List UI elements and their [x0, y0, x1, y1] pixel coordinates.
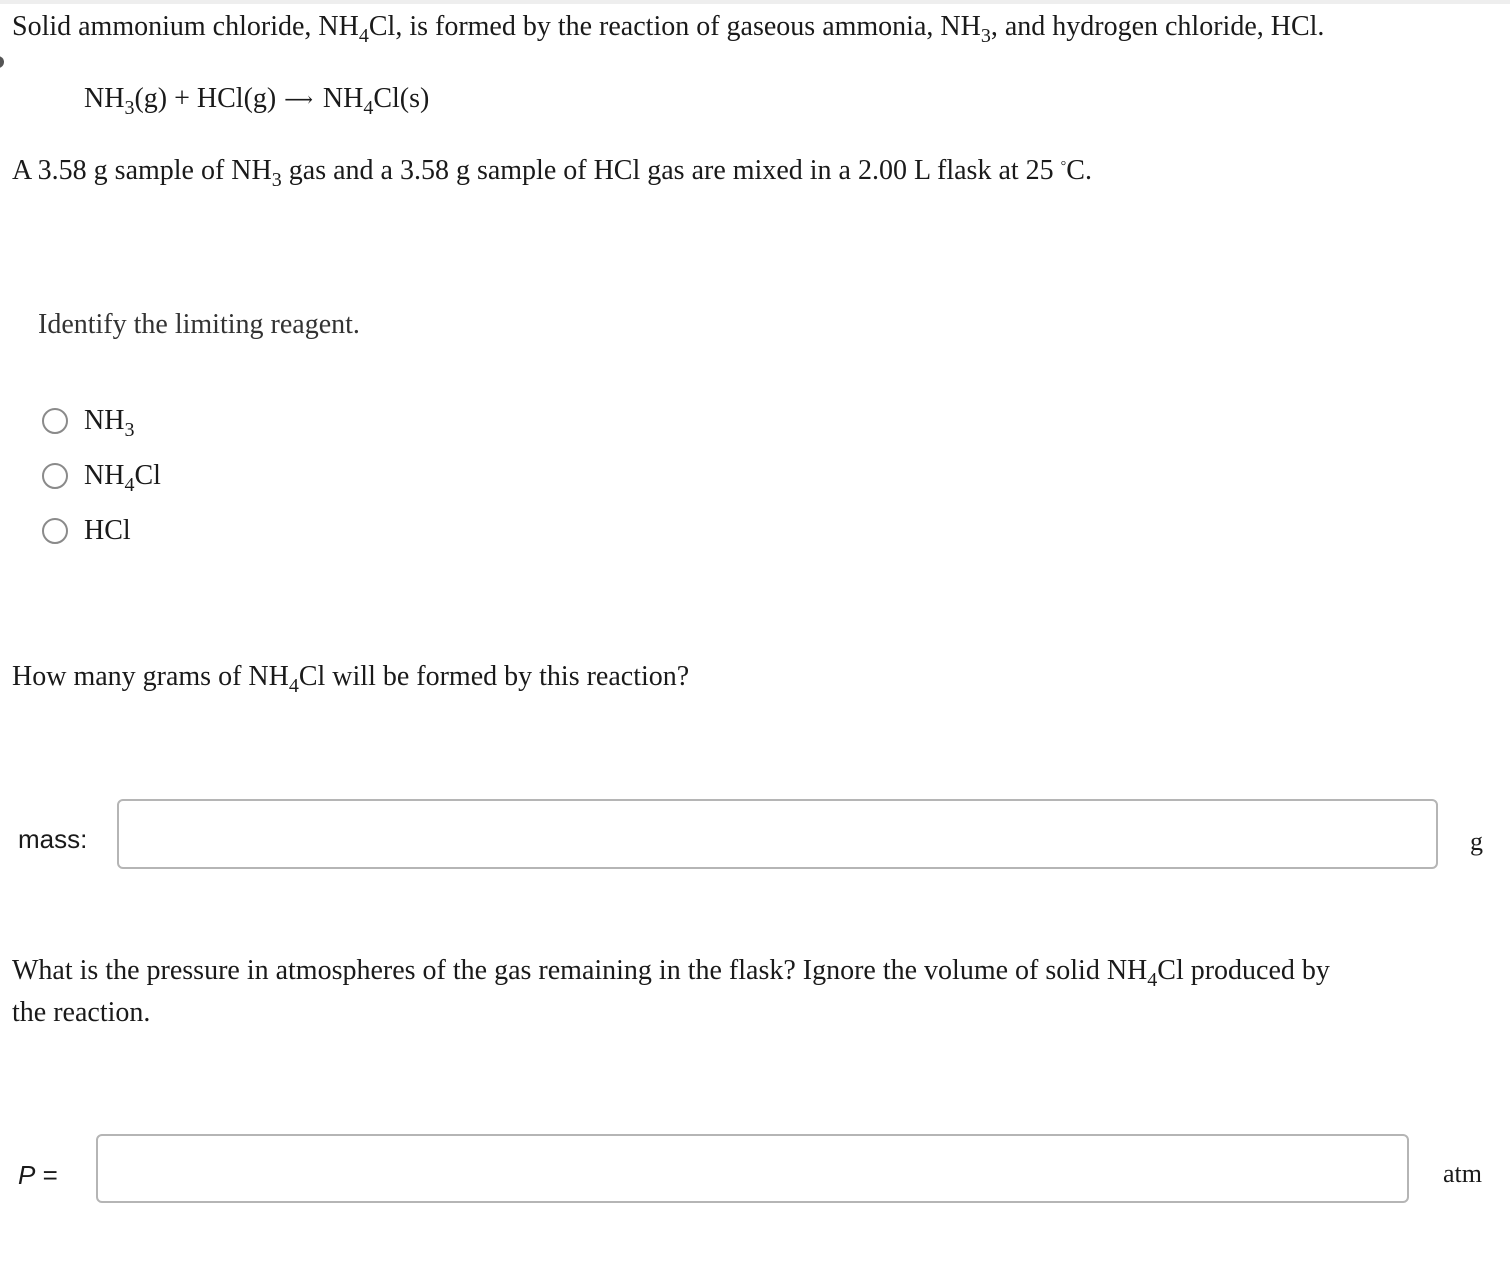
intro-sub-2: 3	[980, 25, 991, 47]
equation-product-sub: 4	[363, 97, 374, 119]
equation-product-rest: Cl(s)	[373, 83, 430, 114]
pressure-unit: atm	[1443, 1159, 1482, 1188]
equation-reactants-rest: (g) + HCl(g)	[134, 83, 277, 114]
option-sub: 3	[124, 419, 135, 441]
option-label	[84, 515, 131, 547]
pressure-label	[18, 1158, 58, 1192]
intro-text	[12, 10, 1325, 47]
chemical-equation	[84, 82, 429, 117]
intro-sub-1: 4	[358, 25, 369, 47]
option-main: HCl	[84, 515, 131, 546]
q2-part-1: How many grams of NH	[12, 661, 289, 692]
q3-sub-1: 4	[1147, 969, 1158, 991]
radio-button[interactable]	[42, 408, 68, 434]
option-rest: Cl	[134, 460, 161, 491]
intro-part-3: , and hydrogen chloride, HCl.	[990, 11, 1325, 42]
q3-prompt-line-2: the reaction.	[12, 997, 151, 1028]
sample-part-2: gas and a 3.58 g sample of HCl gas are mixed in a 2.00 L flask at 25	[281, 155, 1061, 186]
radio-button[interactable]	[42, 463, 68, 489]
sample-part-1: A 3.58 g sample of NH	[12, 155, 272, 186]
q3-part-2: Cl produced by	[1157, 955, 1330, 986]
equation-reactant-1: NH	[84, 83, 125, 114]
q1-prompt: Identify the limiting reagent.	[38, 309, 360, 340]
edge-marker	[0, 56, 4, 68]
pressure-input[interactable]	[96, 1134, 1409, 1203]
option-hcl[interactable]	[42, 514, 131, 548]
option-main: NH	[84, 405, 125, 436]
option-nh3[interactable]	[42, 404, 135, 441]
equation-product: NH	[322, 83, 364, 114]
option-label	[84, 460, 161, 496]
option-nh4cl[interactable]	[42, 459, 161, 496]
sample-part-3: C.	[1066, 155, 1092, 186]
degree-symbol: °	[1060, 159, 1067, 174]
sample-text	[12, 154, 1092, 191]
reaction-arrow-icon: ⟶	[284, 89, 313, 111]
pressure-equals: =	[35, 1160, 58, 1190]
top-border	[0, 0, 1510, 4]
q2-part-2: Cl will be formed by this reaction?	[298, 661, 690, 692]
q3-part-1: What is the pressure in atmospheres of the gas remaining in the flask? Ignore the volume of solid NH	[12, 955, 1148, 986]
q2-sub-1: 4	[288, 675, 299, 697]
pressure-variable: P	[18, 1160, 36, 1190]
mass-input[interactable]	[117, 799, 1438, 869]
option-label	[84, 405, 135, 441]
q2-prompt	[12, 660, 690, 697]
intro-part-1: Solid ammonium chloride, NH	[12, 11, 359, 42]
option-main: NH	[84, 460, 125, 491]
q3-prompt-line-1	[12, 954, 1330, 991]
intro-part-2: Cl, is formed by the reaction of gaseous ammonia, NH	[368, 11, 981, 42]
option-sub: 4	[124, 474, 135, 496]
equation-reactant-1-sub: 3	[124, 97, 135, 119]
mass-label: mass:	[18, 824, 88, 854]
radio-button[interactable]	[42, 518, 68, 544]
mass-unit: g	[1470, 827, 1483, 856]
sample-sub-1: 3	[271, 169, 282, 191]
